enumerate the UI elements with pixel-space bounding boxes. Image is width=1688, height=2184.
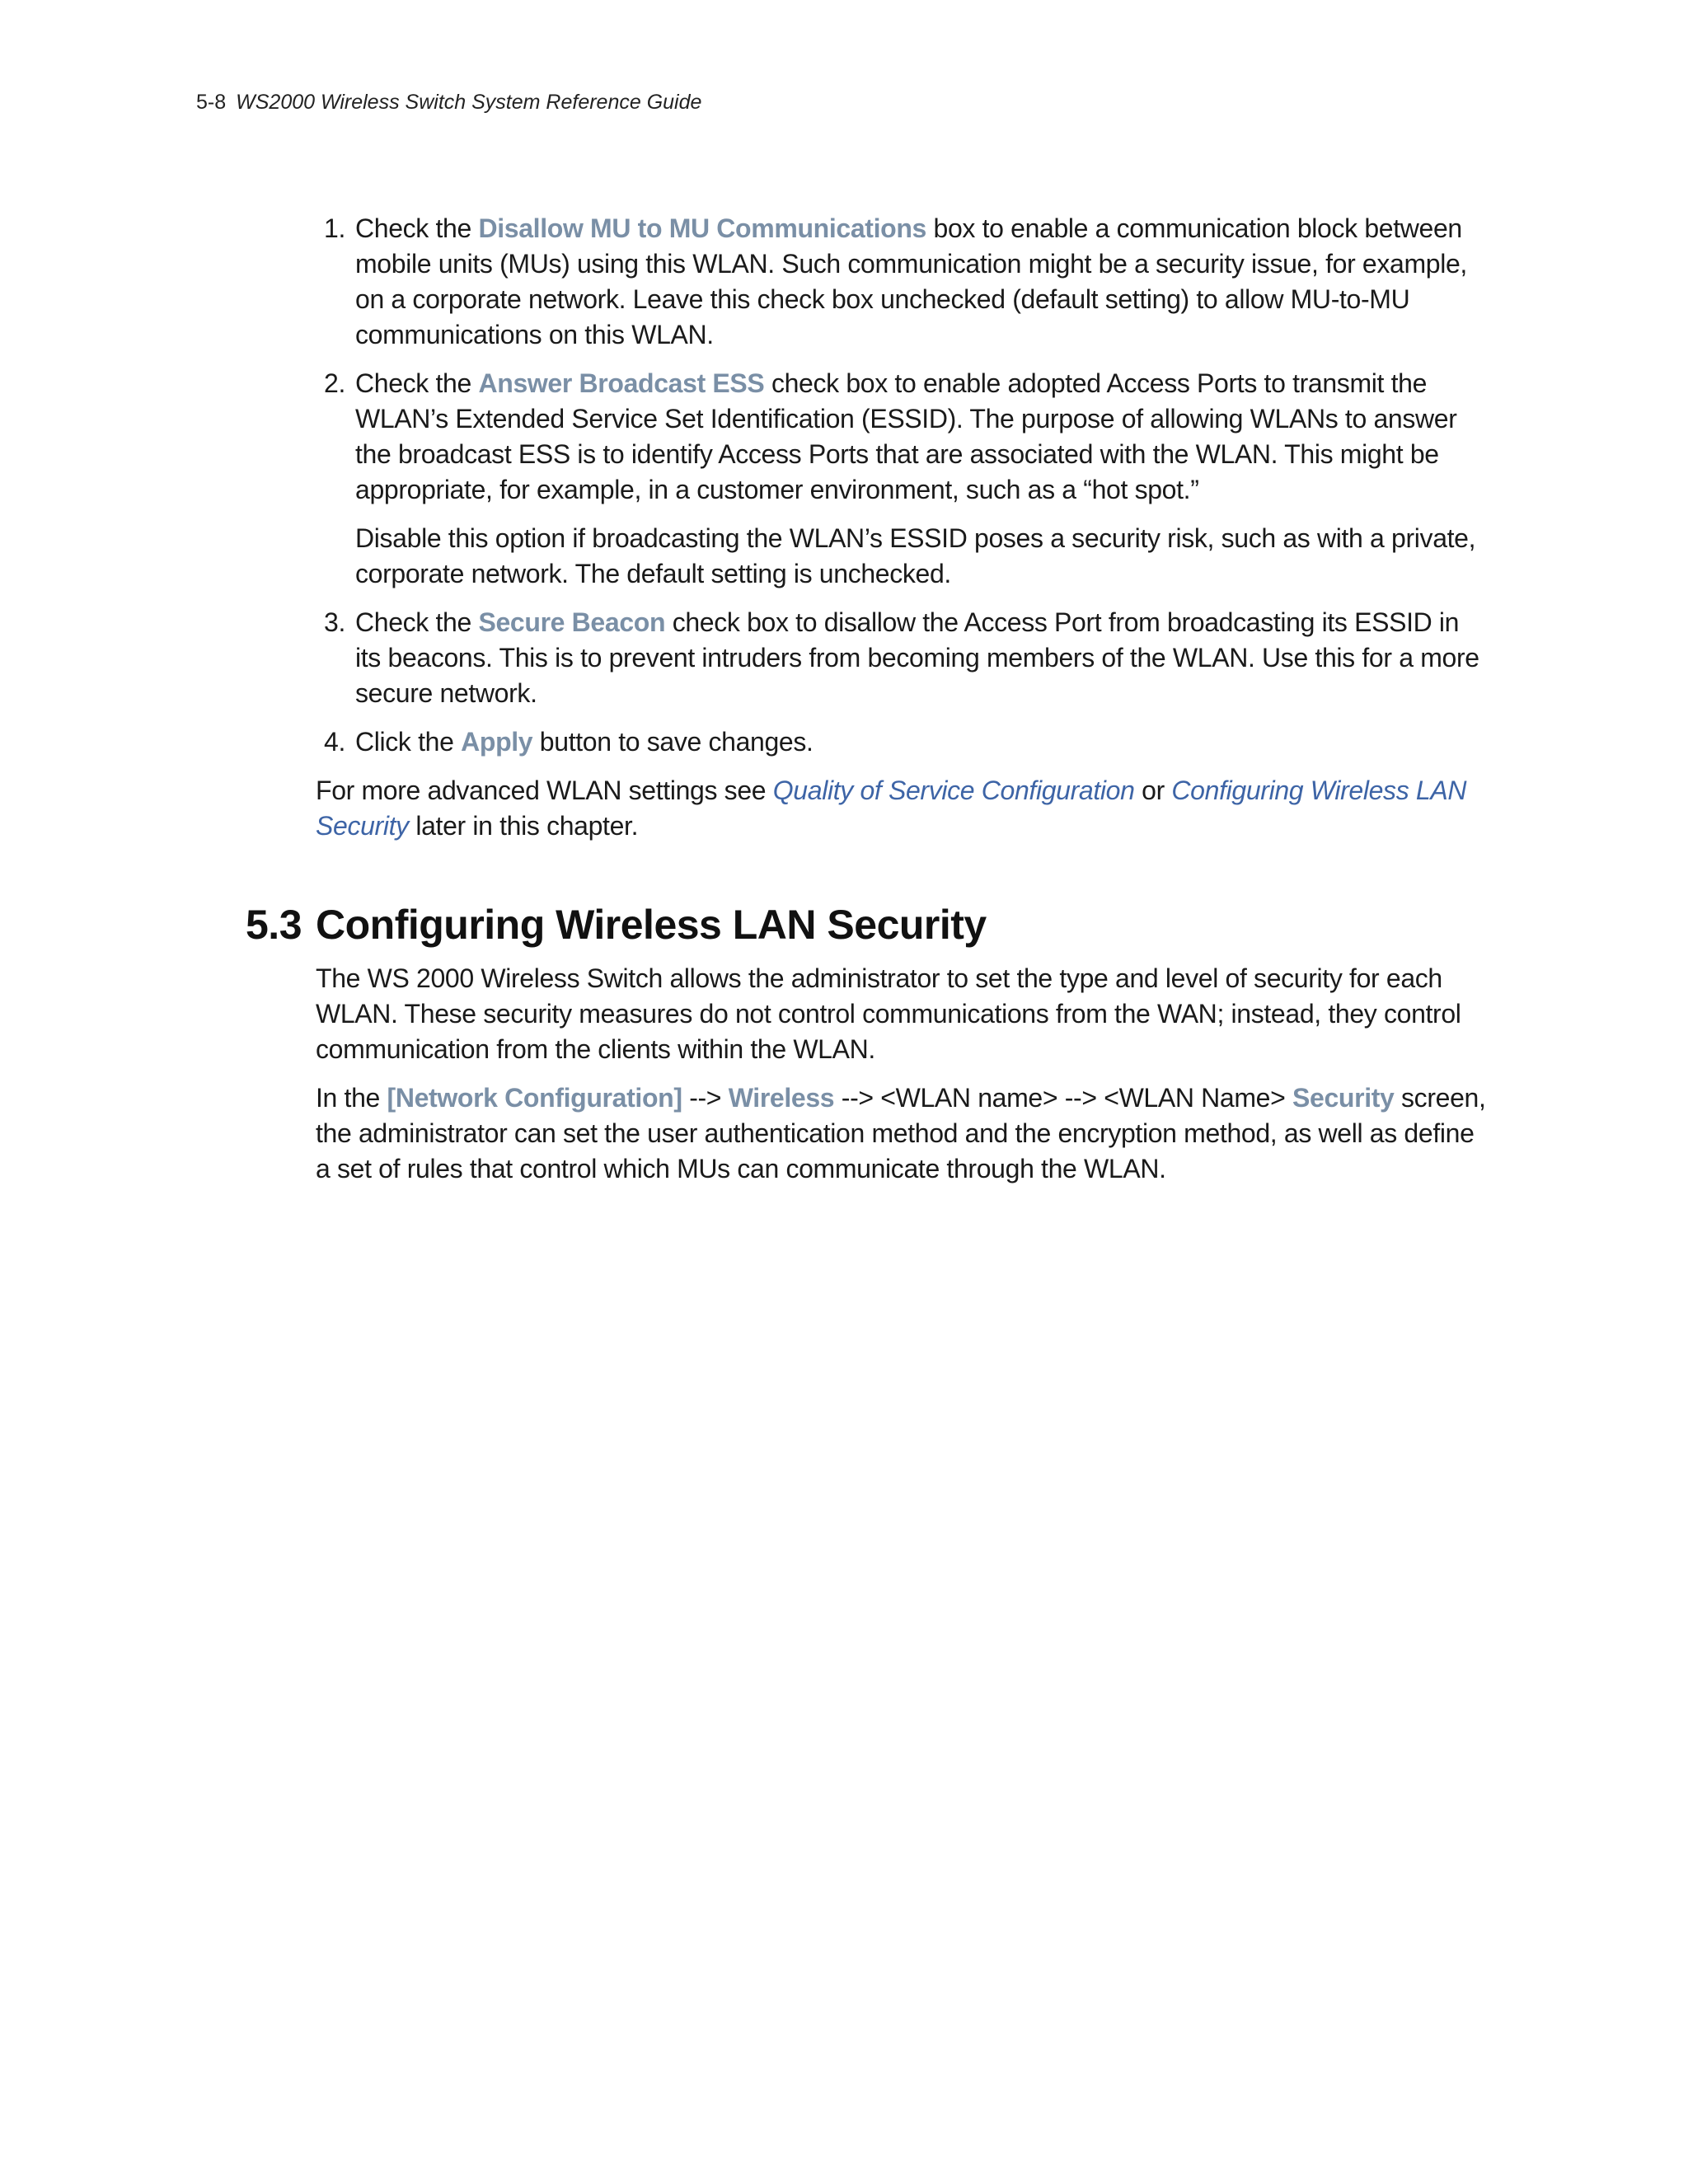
section-5-3 <box>246 898 1486 1200</box>
step-note: Disable this option if broadcasting the WLAN’s ESSID poses a security risk, such as with a private, corporate network. The default setting is unchecked. <box>355 523 1476 588</box>
nav-path: --> <WLAN name> --> <WLAN Name> <box>834 1083 1292 1113</box>
nav-lead: In the <box>316 1083 387 1113</box>
step-text-lead: Click the <box>355 727 462 757</box>
ui-term-network-configuration: [Network Configuration] <box>387 1083 682 1113</box>
step-number: 4. <box>324 727 345 757</box>
step-text-body: box to enable a communication block between mobile units (MUs) using this WLAN. Such communication might be a security issue, for example, on a corporate network. Leave this check box unchecked (default setting) to allow MU-to-MU communications on this WLAN. <box>355 213 1467 349</box>
section-intro-paragraph: The WS 2000 Wireless Switch allows the administrator to set the type and level of security for each WLAN. These security measures do not control communications from the WAN; instead, they control communication from the clients within the WLAN. <box>316 963 1461 1064</box>
step-number: 2. <box>324 368 345 398</box>
ui-term-security: Security <box>1292 1083 1395 1113</box>
procedure-steps <box>316 211 1486 760</box>
page-number: 5-8 <box>196 91 227 114</box>
running-header <box>196 91 701 115</box>
ui-term-disallow-mu: Disallow MU to MU Communications <box>478 213 926 243</box>
ui-term-apply: Apply <box>461 727 533 757</box>
step-text-lead: Check the <box>355 213 479 243</box>
step-number: 1. <box>324 213 345 243</box>
section-title: Configuring Wireless LAN Security <box>316 902 987 948</box>
step-text-body: button to save changes. <box>532 727 814 757</box>
section-heading <box>246 898 1486 951</box>
navigation-paragraph <box>316 1080 1486 1187</box>
step-item <box>316 605 1486 711</box>
nav-tail: screen, the administrator can set the user authentication method and the encryption method, as well as define a set of rules that control which MUs can communicate through the WLAN. <box>316 1083 1486 1183</box>
step-text-lead: Check the <box>355 368 479 398</box>
guide-title: WS2000 Wireless Switch System Reference Guide <box>236 91 702 114</box>
step-text-body: check box to disallow the Access Port from broadcasting its ESSID in its beacons. This is to prevent intruders from becoming members of the WLAN. Use this for a more secure network. <box>355 607 1479 708</box>
more-settings-conjunction: or <box>1134 776 1172 805</box>
step-text <box>355 211 1486 353</box>
step-text <box>355 366 1486 508</box>
more-settings-lead: For more advanced WLAN settings see <box>316 776 773 805</box>
ui-term-secure-beacon: Secure Beacon <box>478 607 666 637</box>
step-text <box>355 724 1486 760</box>
step-number: 3. <box>324 607 345 637</box>
step-item <box>316 724 1486 760</box>
nav-arrow: --> <box>682 1083 729 1113</box>
step-item <box>316 211 1486 353</box>
more-settings-paragraph <box>316 773 1486 844</box>
ui-term-answer-broadcast: Answer Broadcast ESS <box>478 368 765 398</box>
more-settings-tail: later in this chapter. <box>408 811 639 841</box>
step-item <box>316 366 1486 592</box>
section-body <box>316 961 1486 1187</box>
step-text-body: check box to enable adopted Access Ports to transmit the WLAN’s Extended Service Set Identification (ESSID). The purpose of allowing WLANs to answer the broadcast ESS is to identify Access Ports that are associated with the WLAN. This might be appropriate, for example, in a customer environment, such as a “hot spot.” <box>355 368 1457 504</box>
step-text-lead: Check the <box>355 607 479 637</box>
ui-term-wireless: Wireless <box>728 1083 835 1113</box>
step-text <box>355 605 1486 711</box>
link-quality-of-service[interactable]: Quality of Service Configuration <box>772 776 1135 805</box>
procedure-content <box>316 211 1486 857</box>
link-configuring-wlan-security[interactable]: Configuring Wireless LAN Security <box>316 776 1467 841</box>
section-number: 5.3 <box>246 902 302 948</box>
